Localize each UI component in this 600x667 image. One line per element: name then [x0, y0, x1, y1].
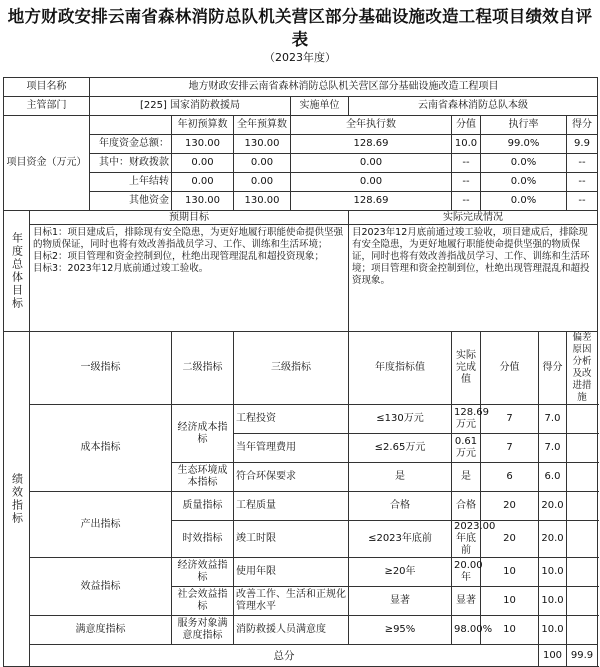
funds-cell: 0.00 [291, 173, 452, 192]
dept-label: 主管部门 [4, 97, 90, 116]
goals-expected-text: 目标1：项目建成后，排除现有安全隐患，为更好地履行职能使命提供坚强的物质保证，同时也将有效改善指战员学习、工作、训练和生活环境； 目标2：项目管理和资金控制到位，杜绝出现管理混乱和超投资现象； 目标3：2023年12月底前通过竣工验收。 [30, 225, 349, 332]
perf-score: 20 [481, 521, 539, 558]
funds-cell: 9.9 [567, 135, 598, 154]
funds-row [4, 154, 598, 173]
perf-header-note: 偏差原因分析及改进措施 [567, 332, 598, 405]
perf-header-score: 分值 [481, 332, 539, 405]
funds-row-name: 年度资金总额： [90, 135, 172, 154]
perf-score: 20 [481, 492, 539, 521]
perf-got: 10.0 [539, 616, 567, 645]
perf-l3: 符合环保要求 [234, 463, 349, 492]
funds-header-c1: 年初预算数 [172, 116, 234, 135]
funds-header-c4: 分值 [452, 116, 481, 135]
perf-got: 7.0 [539, 434, 567, 463]
funds-cell: 0.00 [291, 154, 452, 173]
funds-cell: -- [567, 192, 598, 211]
perf-l2: 生态环境成本指标 [172, 463, 234, 492]
perf-row [4, 616, 598, 645]
impl-value: 云南省森林消防总队本级 [349, 97, 598, 116]
perf-l3: 消防救援人员满意度 [234, 616, 349, 645]
perf-header-l2: 二级指标 [172, 332, 234, 405]
perf-got: 7.0 [539, 405, 567, 434]
funds-cell: -- [452, 173, 481, 192]
perf-row [4, 405, 598, 434]
funds-row [4, 135, 598, 154]
perf-note [567, 405, 598, 434]
perf-actual: 0.61万元 [452, 434, 481, 463]
perf-row [4, 492, 598, 521]
goals-label: 年度总体目标 [4, 211, 30, 332]
funds-blank-header [90, 116, 172, 135]
perf-l3: 竣工时限 [234, 521, 349, 558]
perf-got: 20.0 [539, 521, 567, 558]
perf-actual: 合格 [452, 492, 481, 521]
perf-target: 显著 [349, 587, 452, 616]
perf-note [567, 587, 598, 616]
perf-header-actual: 实际完成值 [452, 332, 481, 405]
funds-cell: 128.69 [291, 192, 452, 211]
perf-target: ≤2023年底前 [349, 521, 452, 558]
perf-l2: 经济效益指标 [172, 558, 234, 587]
funds-row [4, 173, 598, 192]
perf-l2: 时效指标 [172, 521, 234, 558]
project-name-label: 项目名称 [4, 78, 90, 97]
funds-row-name: 上年结转 [90, 173, 172, 192]
row-goals-text [4, 225, 598, 332]
row-perf-header [4, 332, 598, 405]
perf-actual: 是 [452, 463, 481, 492]
funds-header-c2: 全年预算数 [234, 116, 291, 135]
row-project-name [4, 78, 598, 97]
funds-cell: 0.00 [172, 173, 234, 192]
perf-target: ≥95% [349, 616, 452, 645]
perf-note [567, 463, 598, 492]
total-score: 100 [539, 645, 567, 667]
perf-note [567, 616, 598, 645]
funds-cell: 130.00 [234, 192, 291, 211]
perf-got: 10.0 [539, 587, 567, 616]
impl-label: 实施单位 [291, 97, 349, 116]
dept-value: [225] 国家消防救援局 [90, 97, 291, 116]
goals-expected-label: 预期目标 [30, 211, 349, 225]
perf-target: ≤130万元 [349, 405, 452, 434]
perf-l1-satisfaction: 满意度指标 [30, 616, 172, 645]
funds-cell: 10.0 [452, 135, 481, 154]
perf-score: 10 [481, 587, 539, 616]
perf-l1-cost: 成本指标 [30, 405, 172, 492]
perf-l3: 工程质量 [234, 492, 349, 521]
row-dept [4, 97, 598, 116]
funds-cell: -- [567, 154, 598, 173]
perf-actual: 20.00年 [452, 558, 481, 587]
perf-score: 10 [481, 616, 539, 645]
funds-row-name: 其中：财政拨款 [90, 154, 172, 173]
funds-cell: 0.0% [481, 154, 567, 173]
row-goals-header [4, 211, 598, 225]
funds-header-c6: 得分 [567, 116, 598, 135]
funds-cell: 128.69 [291, 135, 452, 154]
perf-row [4, 558, 598, 587]
page-subtitle: （2023年度） [264, 51, 336, 64]
perf-l2: 服务对象满意度指标 [172, 616, 234, 645]
perf-got: 6.0 [539, 463, 567, 492]
perf-note [567, 521, 598, 558]
perf-l1-benefit: 效益指标 [30, 558, 172, 616]
perf-score: 6 [481, 463, 539, 492]
funds-header-c5: 执行率 [481, 116, 567, 135]
total-got: 99.9 [567, 645, 598, 667]
total-label: 总分 [30, 645, 539, 667]
perf-l2: 社会效益指标 [172, 587, 234, 616]
perf-actual: 显著 [452, 587, 481, 616]
perf-l3: 改善工作、生活和正规化管理水平 [234, 587, 349, 616]
perf-target: 是 [349, 463, 452, 492]
funds-cell: 0.00 [172, 154, 234, 173]
funds-cell: 130.00 [234, 135, 291, 154]
funds-row-name: 其他资金 [90, 192, 172, 211]
funds-cell: 130.00 [172, 135, 234, 154]
goals-actual-text: 目2023年12月底前通过竣工验收，项目建成后，排除现有安全隐患，为更好地履行职能使命提供坚强的物质保证，同时也将有效改善指战员学习、工作、训练和生活环境；项目管理和资金控制到位，杜绝出现管理混乱和超投资现象。 [349, 225, 598, 332]
perf-header-target: 年度指标值 [349, 332, 452, 405]
perf-header-l3: 三级指标 [234, 332, 349, 405]
perf-note [567, 492, 598, 521]
funds-label: 项目资金（万元） [4, 116, 90, 211]
perf-l2: 经济成本指标 [172, 405, 234, 463]
perf-header-l1: 一级指标 [30, 332, 172, 405]
perf-got: 10.0 [539, 558, 567, 587]
perf-note [567, 558, 598, 587]
perf-l3: 工程投资 [234, 405, 349, 434]
perf-l1-output: 产出指标 [30, 492, 172, 558]
perf-l3: 当年管理费用 [234, 434, 349, 463]
funds-cell: -- [567, 173, 598, 192]
evaluation-table [3, 77, 598, 667]
funds-header-c3: 全年执行数 [291, 116, 452, 135]
funds-cell: 130.00 [172, 192, 234, 211]
perf-actual: 128.69万元 [452, 405, 481, 434]
funds-cell: 0.00 [234, 154, 291, 173]
perf-got: 20.0 [539, 492, 567, 521]
funds-cell: 99.0% [481, 135, 567, 154]
funds-cell: 0.0% [481, 192, 567, 211]
perf-target: ≤2.65万元 [349, 434, 452, 463]
perf-l3: 使用年限 [234, 558, 349, 587]
page-title: 地方财政安排云南省森林消防总队机关营区部分基础设施改造工程项目绩效自评表 [7, 7, 593, 49]
perf-actual: 98.00% [452, 616, 481, 645]
perf-score: 7 [481, 434, 539, 463]
perf-target: ≥20年 [349, 558, 452, 587]
goals-actual-label: 实际完成情况 [349, 211, 598, 225]
row-funds-header [4, 116, 598, 135]
perf-label: 绩效指标 [4, 332, 30, 667]
funds-cell: 0.0% [481, 173, 567, 192]
funds-row [4, 192, 598, 211]
funds-cell: 0.00 [234, 173, 291, 192]
row-total [4, 645, 598, 667]
perf-score: 7 [481, 405, 539, 434]
funds-cell: -- [452, 192, 481, 211]
perf-note [567, 434, 598, 463]
perf-header-got: 得分 [539, 332, 567, 405]
perf-score: 10 [481, 558, 539, 587]
project-name-value: 地方财政安排云南省森林消防总队机关营区部分基础设施改造工程项目 [90, 78, 598, 97]
perf-l2: 质量指标 [172, 492, 234, 521]
perf-actual: 2023.00年底前 [452, 521, 481, 558]
funds-cell: -- [452, 154, 481, 173]
perf-target: 合格 [349, 492, 452, 521]
